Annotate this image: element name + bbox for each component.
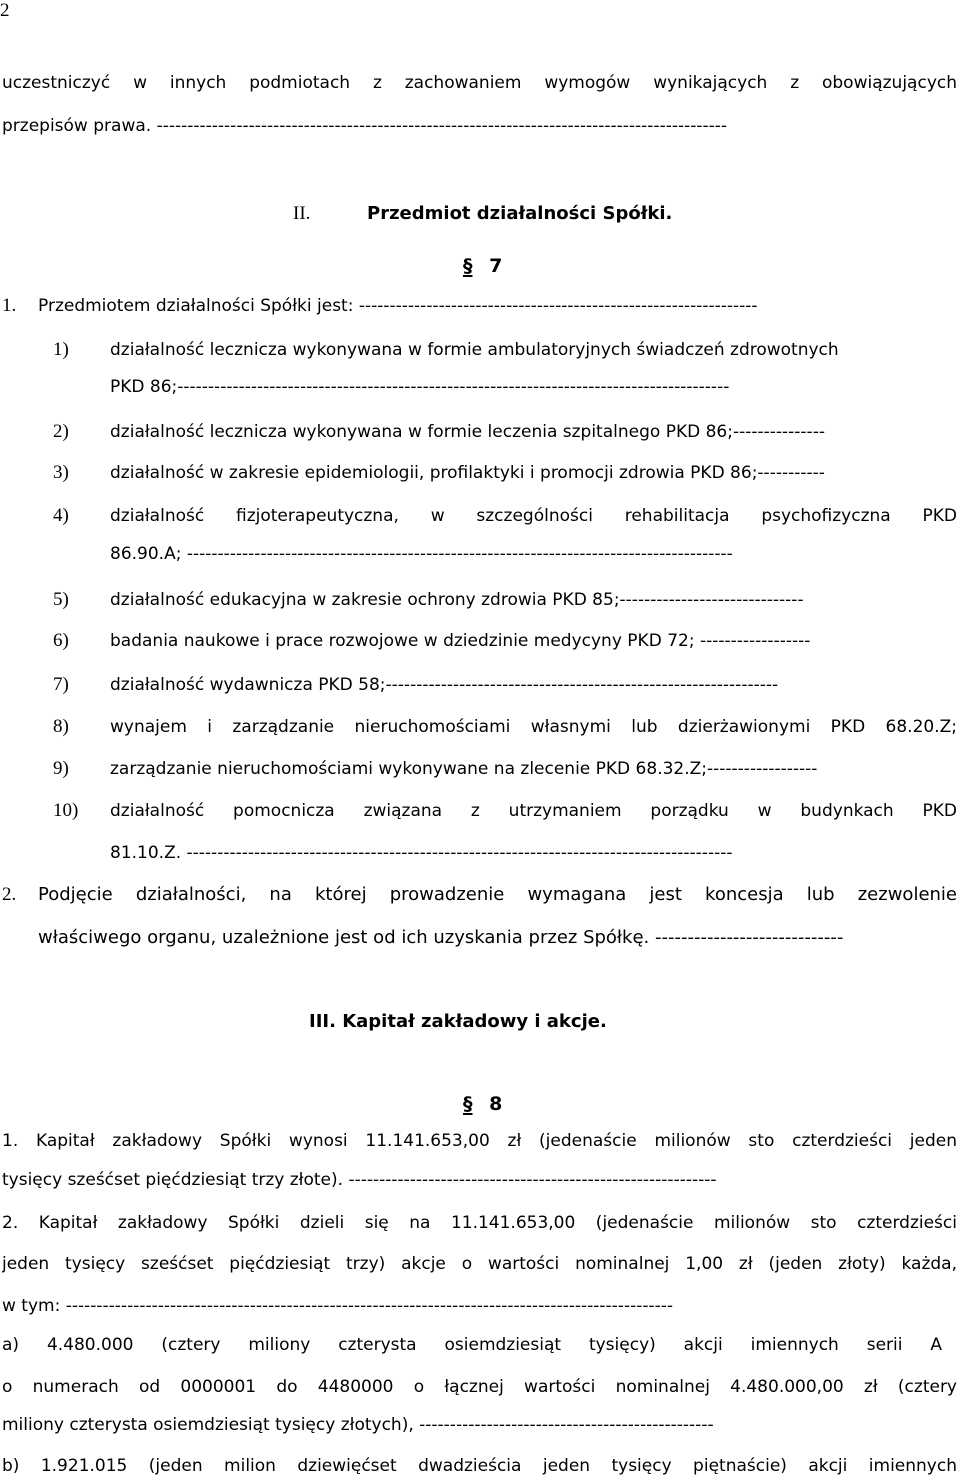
point-1-text: Przedmiotem działalności Spółki jest: ----------------------------------------------------------------- [38,296,758,316]
paragraph-number: 8 [489,1093,503,1115]
paragraph-7-heading [463,253,502,279]
list-item-number: 3) [53,462,69,483]
capital-line-2: tysięcy sześćset pięćdziesiąt trzy złote). ------------------------------------------------------------ [2,1170,717,1190]
list-item-number: 10) [53,800,79,821]
capital-line-3: 2. Kapitał zakładowy Spółki dzieli się na 11.141.653,00 (jedenaście milionów sto czterdzieści [2,1213,957,1233]
list-item-line: działalność fizjoterapeutyczna, w szczególności rehabilitacja psychofizyczna PKD [110,506,957,526]
list-item-line: zarządzanie nieruchomościami wykonywane na zlecenie PKD 68.32.Z;------------------ [110,759,818,779]
point-number: 1. [2,295,17,316]
list-item-line: wynajem i zarządzanie nieruchomościami własnymi lub dzierżawionymi PKD 68.20.Z; [110,717,957,737]
paragraph-number: 7 [489,255,503,277]
page-number: 2 [0,0,10,21]
paragraph-sign: § [463,1093,473,1115]
list-item-line: 81.10.Z. ----------------------------------------------------------------------------------------- [110,843,733,863]
list-item-number: 9) [53,758,69,779]
list-item-line: działalność w zakresie epidemiologii, profilaktyki i promocji zdrowia PKD 86;----------- [110,463,825,483]
capital-line-6: a) 4.480.000 (cztery miliony czterysta osiemdziesiąt tysięcy) akcji imiennych serii A [2,1335,942,1355]
list-item-number: 1) [53,339,69,360]
capital-line-1: 1. Kapitał zakładowy Spółki wynosi 11.141.653,00 zł (jedenaście milionów sto czterdzieści jeden [2,1131,957,1151]
capital-line-5: w tym: --------------------------------------------------------------------------------------------------- [2,1296,674,1316]
intro-line-2: przepisów prawa. --------------------------------------------------------------------------------------------- [2,116,728,136]
list-item-number: 2) [53,421,69,442]
paragraph-sign: § [463,255,473,277]
list-item-line: PKD 86;------------------------------------------------------------------------------------------ [110,377,730,397]
section-title-capital: III. Kapitał zakładowy i akcje. [309,1011,607,1032]
list-item-line: działalność edukacyjna w zakresie ochrony zdrowia PKD 85;------------------------------ [110,590,804,610]
capital-line-9: b) 1.921.015 (jeden milion dziewięćset dwadzieścia jeden tysięcy piętnaście) akcji imiennych [2,1456,957,1476]
point-2-line-1: Podjęcie działalności, na której prowadzenie wymagana jest koncesja lub zezwolenie [38,884,957,905]
capital-line-8: miliony czterysta osiemdziesiąt tysięcy złotych), ------------------------------------------------ [2,1415,714,1435]
point-number: 2. [2,884,17,905]
list-item-line: działalność lecznicza wykonywana w formie ambulatoryjnych świadczeń zdrowotnych [110,340,839,360]
list-item-number: 4) [53,505,69,526]
capital-line-4: jeden tysięcy sześćset pięćdziesiąt trzy) akcje o wartości nominalnej 1,00 zł (jeden złoty) każda, [2,1254,957,1274]
section-roman-ii: II. [293,203,311,224]
point-2-line-2: właściwego organu, uzależnione jest od ich uzyskania przez Spółkę. ----------------------------- [38,927,844,948]
section-title-subject: Przedmiot działalności Spółki. [367,203,673,224]
list-item-line: działalność pomocnicza związana z utrzymaniem porządku w budynkach PKD [110,801,957,821]
intro-line-1: uczestniczyć w innych podmiotach z zachowaniem wymogów wynikających z obowiązujących [2,73,957,93]
paragraph-8-heading [463,1091,502,1117]
list-item-line: działalność lecznicza wykonywana w formie leczenia szpitalnego PKD 86;--------------- [110,422,825,442]
list-item-number: 6) [53,630,69,651]
list-item-line: badania naukowe i prace rozwojowe w dziedzinie medycyny PKD 72; ------------------ [110,631,811,651]
list-item-line: działalność wydawnicza PKD 58;---------------------------------------------------------------- [110,675,779,695]
list-item-number: 5) [53,589,69,610]
list-item-number: 7) [53,674,69,695]
list-item-line: 86.90.A; ----------------------------------------------------------------------------------------- [110,544,733,564]
list-item-number: 8) [53,716,69,737]
capital-line-7: o numerach od 0000001 do 4480000 o łącznej wartości nominalnej 4.480.000,00 zł (cztery [2,1377,957,1397]
